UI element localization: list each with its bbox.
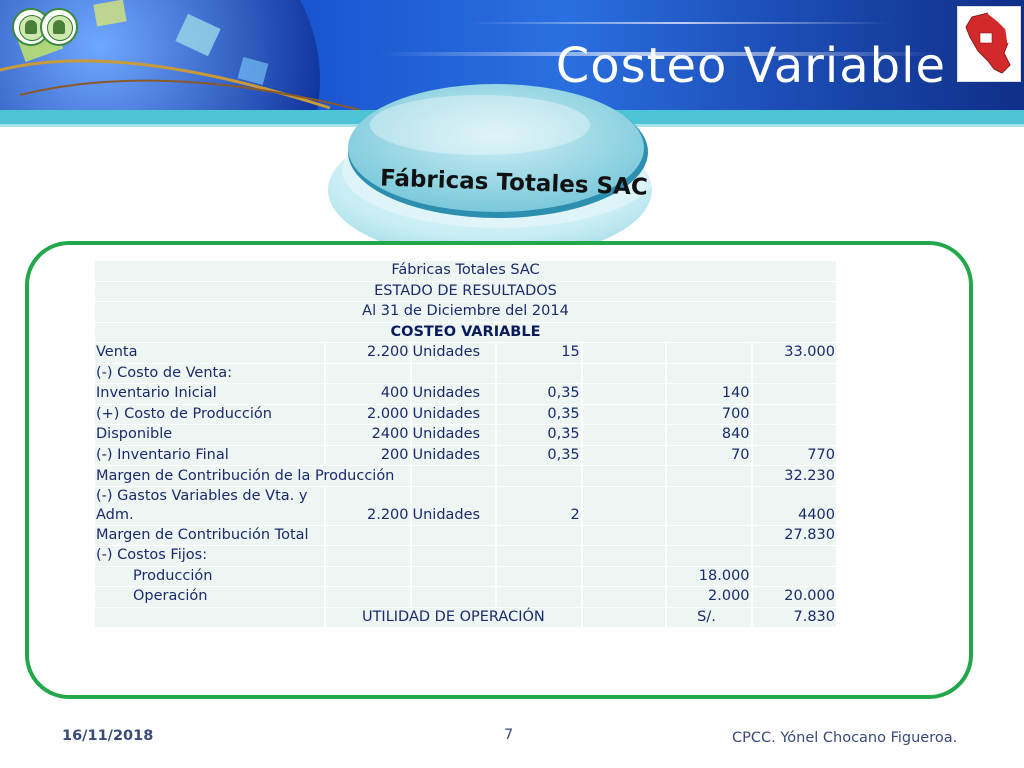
table-header-row xyxy=(95,302,836,322)
row-unit-cost: 0,35 xyxy=(497,384,580,404)
row-unit xyxy=(412,546,496,566)
row-concept: Margen de Contribución de la Producción xyxy=(95,466,410,486)
row-total: 770 xyxy=(753,446,836,466)
row-subtotal: 18.000 xyxy=(667,567,750,587)
row-spacer xyxy=(583,384,665,404)
row-quantity: 2.200 xyxy=(326,343,409,363)
table-header-row xyxy=(95,282,836,302)
row-concept: (-) Gastos Variables de Vta. y Adm. xyxy=(95,487,324,525)
table-header-row xyxy=(95,261,836,281)
row-unit: Unidades xyxy=(412,446,496,466)
statement-title: ESTADO DE RESULTADOS xyxy=(95,282,836,302)
row-subtotal xyxy=(667,526,750,546)
row-unit-cost: 15 xyxy=(497,343,580,363)
row-concept: (-) Costos Fijos: xyxy=(95,546,324,566)
row-unit: Unidades xyxy=(412,343,496,363)
table-row xyxy=(95,567,836,587)
row-unit-cost: 0,35 xyxy=(497,446,580,466)
table-header-row xyxy=(95,323,836,343)
row-unit: Unidades xyxy=(412,425,496,445)
row-subtotal xyxy=(667,487,750,525)
row-concept: (-) Costo de Venta: xyxy=(95,364,324,384)
row-unit-cost xyxy=(497,526,580,546)
table-row xyxy=(95,446,836,466)
table-row xyxy=(95,487,836,525)
row-spacer xyxy=(583,405,665,425)
table-row xyxy=(95,546,836,566)
row-unit-cost: 0,35 xyxy=(497,425,580,445)
row-quantity xyxy=(326,546,409,566)
row-unit: Unidades xyxy=(412,405,496,425)
row-quantity xyxy=(326,364,409,384)
row-unit-cost: 0,35 xyxy=(497,405,580,425)
footer-date: 16/11/2018 xyxy=(62,728,154,744)
statement-date: Al 31 de Diciembre del 2014 xyxy=(95,302,836,322)
row-concept: (-) Inventario Final xyxy=(95,446,324,466)
row-quantity: 2.000 xyxy=(326,405,409,425)
table-row xyxy=(95,526,836,546)
statement-company: Fábricas Totales SAC xyxy=(95,261,836,281)
row-subtotal xyxy=(667,364,750,384)
row-spacer xyxy=(583,487,665,525)
row-total: 33.000 xyxy=(753,343,836,363)
row-subtotal: 700 xyxy=(667,405,750,425)
slide-title: Costeo Variable xyxy=(555,38,946,94)
operating-income-total: 7.830 xyxy=(753,608,836,628)
row-unit xyxy=(412,526,496,546)
row-unit-cost xyxy=(497,587,580,607)
footer-author: CPCC. Yónel Chocano Figueroa. xyxy=(732,730,958,746)
row-unit-cost xyxy=(497,546,580,566)
row-spacer xyxy=(583,425,665,445)
table-row xyxy=(95,364,836,384)
row-subtotal xyxy=(667,466,750,486)
row-unit-cost xyxy=(497,567,580,587)
row-quantity: 2.200 xyxy=(326,487,409,525)
row-quantity: 200 xyxy=(326,446,409,466)
row-spacer xyxy=(583,466,665,486)
row-concept: Operación xyxy=(95,587,324,607)
table-row-total xyxy=(95,608,836,628)
row-total: 32.230 xyxy=(753,466,836,486)
row-concept: Margen de Contribución Total xyxy=(95,526,324,546)
row-spacer xyxy=(95,608,324,628)
table-row xyxy=(95,405,836,425)
row-spacer xyxy=(583,546,665,566)
row-spacer xyxy=(583,587,665,607)
row-unit xyxy=(412,567,496,587)
row-subtotal: 140 xyxy=(667,384,750,404)
row-subtotal: 840 xyxy=(667,425,750,445)
row-unit-cost: 2 xyxy=(497,487,580,525)
row-unit: Unidades xyxy=(412,487,496,525)
row-spacer xyxy=(583,343,665,363)
row-total: 27.830 xyxy=(753,526,836,546)
row-concept: Producción xyxy=(95,567,324,587)
currency-symbol: S/. xyxy=(667,608,750,628)
row-subtotal: 70 xyxy=(667,446,750,466)
row-spacer xyxy=(583,446,665,466)
row-spacer xyxy=(583,567,665,587)
institution-logo-right xyxy=(40,8,78,46)
table-row xyxy=(95,587,836,607)
table-row xyxy=(95,466,836,486)
row-concept: (+) Costo de Producción xyxy=(95,405,324,425)
row-total xyxy=(753,425,836,445)
row-concept: Inventario Inicial xyxy=(95,384,324,404)
row-total xyxy=(753,546,836,566)
row-quantity xyxy=(326,526,409,546)
row-quantity xyxy=(326,587,409,607)
row-quantity: 2400 xyxy=(326,425,409,445)
row-total xyxy=(753,364,836,384)
table-row xyxy=(95,425,836,445)
row-spacer xyxy=(583,364,665,384)
row-concept: Venta xyxy=(95,343,324,363)
row-subtotal: 2.000 xyxy=(667,587,750,607)
row-subtotal xyxy=(667,546,750,566)
row-unit xyxy=(412,364,496,384)
row-quantity: 400 xyxy=(326,384,409,404)
row-spacer xyxy=(583,608,665,628)
peru-map-image xyxy=(957,6,1021,82)
row-concept: Disponible xyxy=(95,425,324,445)
income-statement-table xyxy=(93,260,838,628)
row-total xyxy=(753,405,836,425)
row-unit xyxy=(412,466,496,486)
table-row xyxy=(95,343,836,363)
row-unit-cost xyxy=(497,466,580,486)
row-total xyxy=(753,384,836,404)
row-unit-cost xyxy=(497,364,580,384)
row-spacer xyxy=(583,526,665,546)
table-row xyxy=(95,384,836,404)
row-subtotal xyxy=(667,343,750,363)
row-total: 20.000 xyxy=(753,587,836,607)
row-quantity xyxy=(326,567,409,587)
operating-income-label: UTILIDAD DE OPERACIÓN xyxy=(326,608,581,628)
statement-method: COSTEO VARIABLE xyxy=(95,323,836,343)
footer-page-number: 7 xyxy=(504,727,514,743)
row-unit: Unidades xyxy=(412,384,496,404)
row-total xyxy=(753,567,836,587)
row-unit xyxy=(412,587,496,607)
row-total: 4400 xyxy=(753,487,836,525)
company-name-heading: Fábricas Totales SAC xyxy=(379,165,649,201)
